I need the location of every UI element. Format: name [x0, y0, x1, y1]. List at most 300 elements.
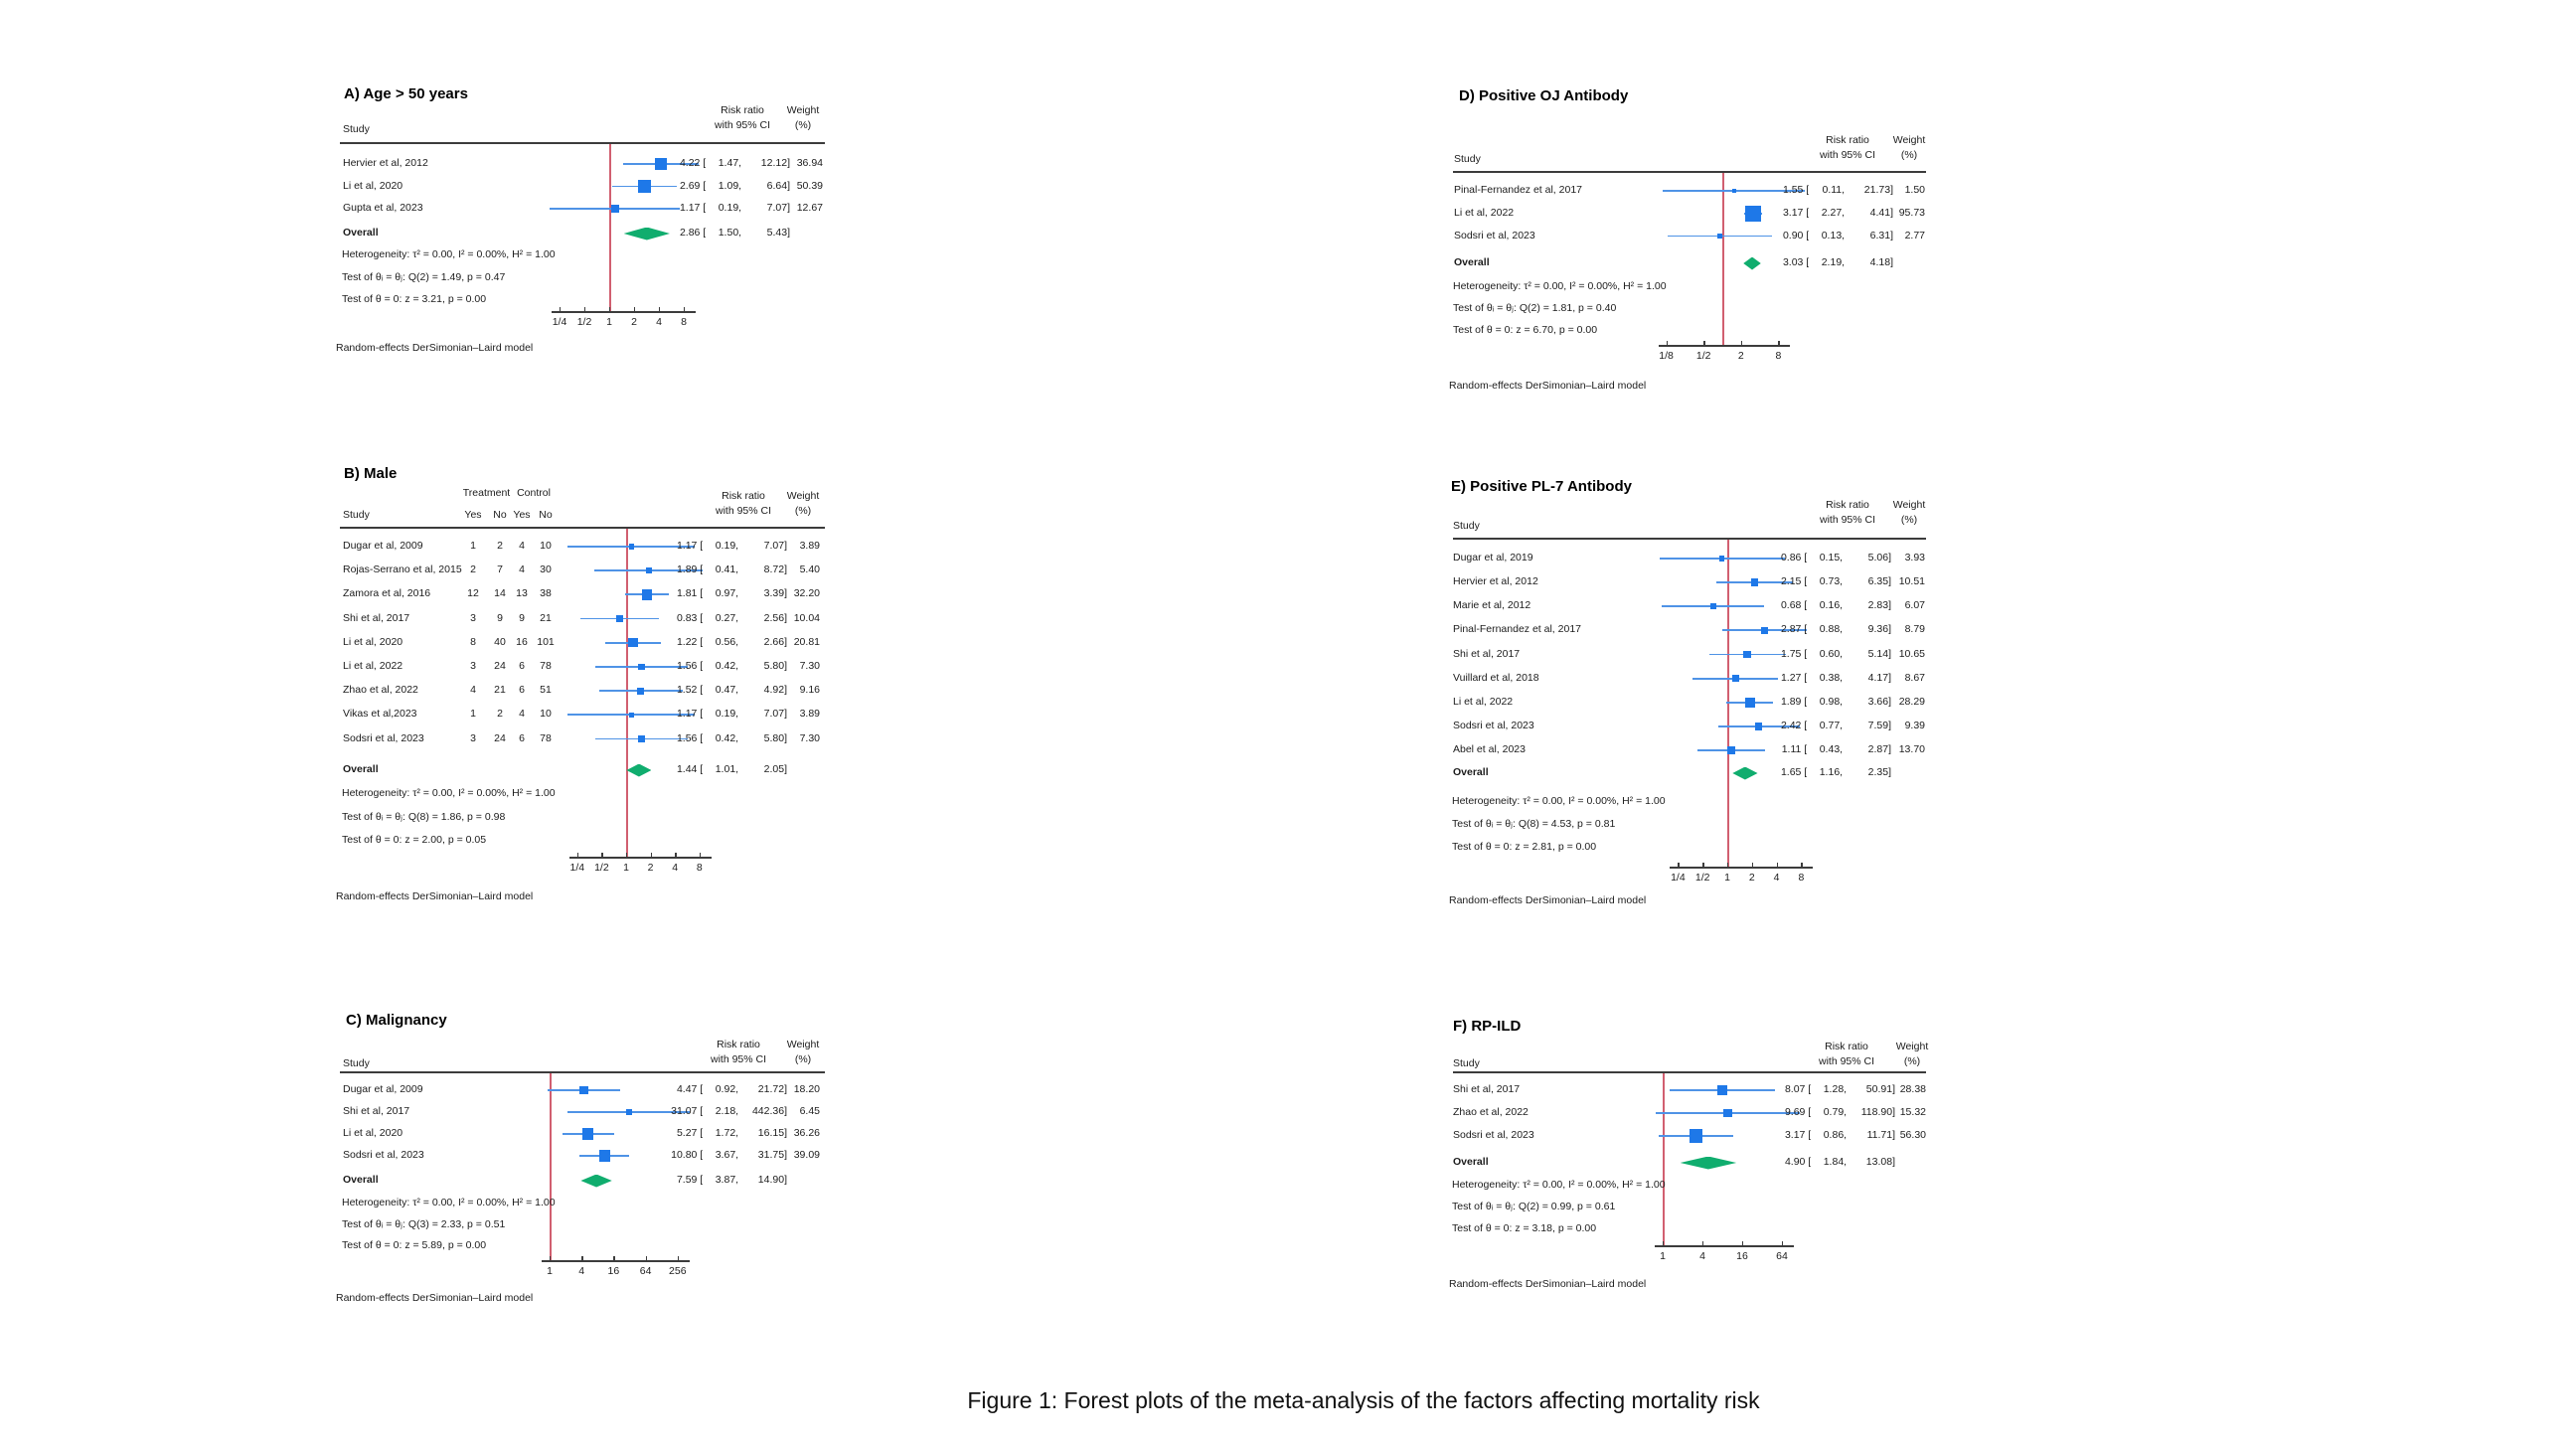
ci-close-bracket: ]: [1888, 552, 1891, 564]
x-axis-tick: [1777, 863, 1778, 867]
ci-lower: 0.56: [715, 635, 736, 648]
effect-marker: [1723, 1109, 1731, 1117]
weight-value: 7.30: [799, 731, 820, 744]
ci-lower: 0.77: [1819, 720, 1841, 732]
study-name: Dugar et al, 2009: [343, 1083, 423, 1095]
ci-open-bracket: [: [1805, 1083, 1815, 1095]
ci-estimate: 10.80: [671, 1149, 698, 1161]
count-value: 21: [540, 611, 552, 624]
model-note: Random-effects DerSimonian–Laird model: [1449, 894, 1647, 906]
weight-value: 2.77: [1904, 229, 1925, 242]
ci-lower: 0.27: [715, 611, 736, 624]
count-value: 21: [494, 684, 506, 697]
stat-line: Test of θᵢ = θⱼ: Q(2) = 0.99, p = 0.61: [1452, 1201, 1616, 1212]
x-axis-tick-label: 4: [578, 1265, 585, 1277]
x-axis-tick: [1703, 341, 1704, 345]
x-axis-tick-label: 8: [1798, 872, 1805, 884]
weight-value: 95.73: [1898, 206, 1925, 219]
study-name: Hervier et al, 2012: [1453, 575, 1538, 588]
panel-title: A) Age > 50 years: [344, 85, 468, 102]
ci-lower: 0.97: [715, 587, 736, 600]
ci-upper: 6.64: [766, 179, 788, 192]
overall-label: Overall: [1454, 256, 1490, 268]
ci-open-bracket: [: [697, 1174, 707, 1186]
stat-line: Test of θᵢ = θⱼ: Q(8) = 4.53, p = 0.81: [1452, 818, 1616, 830]
ci-lower: 0.88: [1819, 623, 1841, 636]
panel-title: C) Malignancy: [346, 1012, 447, 1029]
count-value: 40: [494, 635, 506, 648]
ci-upper: 8.72: [763, 564, 785, 576]
ci-comma: ,: [1844, 1083, 1848, 1095]
x-axis-tick-label: 1/2: [594, 862, 609, 874]
ci-comma: ,: [735, 660, 739, 672]
ci-comma: ,: [735, 1105, 739, 1117]
weight-header-line: Weight: [1892, 499, 1926, 511]
weight-header-line: Weight: [786, 104, 820, 116]
x-axis-tick-label: 64: [1776, 1250, 1788, 1262]
ci-comma: ,: [1842, 206, 1846, 219]
x-axis-tick: [626, 853, 627, 857]
count-value: 2: [497, 708, 503, 721]
effect-marker: [628, 638, 637, 647]
effect-marker: [1717, 234, 1722, 239]
x-axis-tick-label: 64: [639, 1265, 652, 1277]
ci-estimate: 3.17: [1782, 206, 1804, 219]
stat-line: Heterogeneity: τ² = 0.00, I² = 0.00%, H² = 1.00: [342, 1197, 556, 1208]
ci-comma: ,: [1840, 671, 1844, 684]
ci-upper: 9.36: [1867, 623, 1889, 636]
ci-comma: ,: [735, 635, 739, 648]
study-name: Gupta et al, 2023: [343, 202, 423, 214]
ci-lower: 2.18: [715, 1105, 736, 1117]
ci-upper: 118.90: [1860, 1106, 1893, 1118]
ci-open-bracket: [: [697, 763, 707, 775]
ci-close-bracket: ]: [784, 731, 787, 744]
ci-upper: 14.90: [757, 1174, 785, 1186]
ci-estimate: 3.03: [1782, 256, 1804, 268]
ci-upper: 4.18: [1869, 256, 1891, 268]
forest-panel-F: [1449, 1014, 1946, 1306]
effect-marker: [579, 1086, 588, 1095]
ci-upper: 6.31: [1869, 229, 1891, 242]
ci-comma: ,: [735, 1174, 739, 1186]
x-axis-tick-label: 1: [547, 1265, 553, 1277]
x-axis-tick-label: 256: [669, 1265, 687, 1277]
ci-close-bracket: ]: [1888, 766, 1891, 778]
ci-estimate: 2.15: [1780, 575, 1802, 588]
ci-text: [1754, 184, 1893, 197]
ci-estimate: 1.27: [1780, 671, 1802, 684]
ci-comma: ,: [735, 684, 739, 697]
ci-upper: 4.17: [1867, 671, 1889, 684]
ci-lower: 3.67: [715, 1149, 736, 1161]
weight-value: 39.09: [793, 1149, 820, 1161]
ci-estimate: 1.56: [676, 731, 698, 744]
weight-col-header: [768, 103, 838, 133]
overall-label: Overall: [343, 1174, 379, 1186]
ci-estimate: 2.87: [1780, 623, 1802, 636]
ci-open-bracket: [: [1801, 575, 1811, 588]
weight-value: 6.45: [799, 1105, 820, 1117]
ci-estimate: 1.56: [676, 660, 698, 672]
overall-diamond: [1681, 1157, 1737, 1170]
count-value: 9: [519, 611, 525, 624]
x-axis-tick-label: 2: [631, 316, 637, 328]
ci-comma: ,: [738, 179, 742, 192]
x-axis-tick: [678, 1256, 679, 1260]
effect-marker: [1743, 651, 1750, 658]
ci-close-bracket: ]: [784, 684, 787, 697]
study-name: Pinal-Fernandez et al, 2017: [1454, 184, 1582, 196]
ci-close-bracket: ]: [1888, 695, 1891, 708]
effect-marker: [1710, 603, 1716, 609]
count-value: 9: [497, 611, 503, 624]
x-axis-line: [569, 857, 712, 859]
x-axis-tick: [560, 307, 561, 311]
ci-text: [648, 684, 787, 697]
count-value: 3: [470, 731, 476, 744]
ci-lower: 1.28: [1823, 1083, 1845, 1095]
study-name: Sodsri et al, 2023: [1454, 229, 1535, 242]
forest-panel-E: [1449, 480, 1946, 915]
x-axis-tick: [634, 307, 635, 311]
study-name: Abel et al, 2023: [1453, 743, 1526, 756]
ci-lower: 0.47: [715, 684, 736, 697]
ci-text: [1756, 1083, 1895, 1096]
ci-close-bracket: ]: [1890, 256, 1893, 268]
ci-comma: ,: [1840, 575, 1844, 588]
x-axis-tick-label: 1/2: [1694, 872, 1710, 884]
x-axis-tick-label: 4: [1699, 1250, 1705, 1262]
x-axis-line: [1670, 867, 1813, 869]
ci-close-bracket: ]: [784, 564, 787, 576]
risk-ratio-header-line: with 95% CI: [715, 505, 772, 517]
count-value: 4: [519, 708, 525, 721]
ci-estimate: 1.11: [1781, 743, 1802, 756]
ci-upper: 2.83: [1867, 599, 1889, 612]
study-name: Vikas et al,2023: [343, 708, 417, 721]
study-name: Sodsri et al, 2023: [1453, 1129, 1534, 1141]
ci-open-bracket: [: [697, 635, 707, 648]
ci-upper: 2.87: [1867, 743, 1889, 756]
ci-comma: ,: [738, 227, 742, 239]
count-col-header: No: [539, 509, 553, 521]
study-name: Li et al, 2020: [343, 1127, 403, 1139]
ci-open-bracket: [: [697, 540, 707, 552]
effect-marker: [1690, 1129, 1702, 1142]
ci-text: [648, 1105, 787, 1118]
study-col-header: Study: [343, 123, 370, 135]
ci-estimate: 1.89: [1780, 695, 1802, 708]
ci-text: [648, 763, 787, 776]
study-name: Vuillard et al, 2018: [1453, 671, 1539, 684]
ci-text: [1752, 696, 1891, 709]
x-axis-tick: [1782, 1241, 1783, 1245]
weight-col-header: [768, 1038, 838, 1067]
ci-estimate: 1.52: [676, 684, 698, 697]
ci-estimate: 4.47: [676, 1083, 698, 1095]
ci-open-bracket: [: [1801, 766, 1811, 778]
ci-text: [648, 1083, 787, 1096]
ci-comma: ,: [1840, 623, 1844, 636]
x-axis-tick-label: 16: [1736, 1250, 1748, 1262]
ci-text: [1752, 552, 1891, 564]
effect-marker: [626, 1109, 632, 1115]
study-name: Shi et al, 2017: [1453, 647, 1521, 660]
ci-text: [651, 202, 790, 215]
ci-lower: 0.42: [715, 731, 736, 744]
ci-estimate: 1.81: [676, 587, 698, 600]
risk-ratio-header-line: Risk ratio: [717, 1039, 760, 1050]
ci-close-bracket: ]: [1888, 743, 1891, 756]
risk-ratio-header-line: with 95% CI: [1819, 149, 1876, 161]
ci-open-bracket: [: [700, 227, 710, 239]
weight-value: 18.20: [793, 1083, 820, 1095]
count-value: 3: [470, 660, 476, 672]
weight-value: 28.38: [1899, 1083, 1926, 1095]
x-axis-tick-label: 4: [656, 316, 662, 328]
ci-text: [1754, 256, 1893, 269]
ci-text: [1752, 672, 1891, 685]
ci-close-bracket: ]: [1888, 720, 1891, 732]
ci-comma: ,: [735, 708, 739, 721]
weight-value: 8.79: [1904, 623, 1925, 636]
x-axis-tick-label: 2: [1748, 872, 1755, 884]
forest-panel-B: [336, 467, 845, 916]
ci-close-bracket: ]: [784, 660, 787, 672]
x-axis-tick-label: 1/4: [1671, 872, 1686, 884]
ci-comma: ,: [1842, 256, 1846, 268]
ci-close-bracket: ]: [784, 763, 787, 775]
count-value: 7: [497, 564, 503, 576]
ci-lower: 0.15: [1819, 552, 1841, 564]
ci-comma: ,: [1840, 743, 1844, 756]
weight-value: 12.67: [796, 202, 823, 214]
ci-lower: 0.16: [1819, 599, 1841, 612]
study-name: Li et al, 2022: [1453, 695, 1514, 708]
x-axis-tick: [646, 1256, 647, 1260]
ci-open-bracket: [: [1803, 184, 1813, 196]
count-value: 4: [470, 684, 476, 697]
ci-comma: ,: [1840, 552, 1844, 564]
weight-value: 7.30: [799, 660, 820, 672]
ci-text: [1752, 743, 1891, 756]
effect-marker: [629, 544, 635, 550]
ci-lower: 0.38: [1819, 671, 1841, 684]
header-rule: [1453, 538, 1926, 540]
ci-open-bracket: [: [697, 587, 707, 600]
ci-comma: ,: [735, 611, 739, 624]
ci-lower: 1.47: [718, 157, 739, 169]
ci-upper: 5.80: [763, 731, 785, 744]
count-value: 4: [519, 564, 525, 576]
ci-text: [1756, 1129, 1895, 1142]
ci-close-bracket: ]: [1888, 623, 1891, 636]
ci-close-bracket: ]: [784, 1174, 787, 1186]
ci-close-bracket: ]: [1892, 1106, 1895, 1118]
ci-estimate: 3.17: [1784, 1129, 1806, 1141]
study-name: Shi et al, 2017: [1453, 1083, 1521, 1095]
ci-estimate: 4.90: [1784, 1156, 1806, 1168]
ci-open-bracket: [: [697, 731, 707, 744]
study-name: Zhao et al, 2022: [1453, 1106, 1529, 1118]
reference-line: [609, 144, 611, 311]
ci-lower: 0.98: [1819, 695, 1841, 708]
stat-line: Test of θ = 0: z = 2.81, p = 0.00: [1452, 841, 1597, 853]
ci-close-bracket: ]: [1892, 1156, 1895, 1168]
x-axis-tick-label: 16: [607, 1265, 620, 1277]
ci-estimate: 9.69: [1784, 1106, 1806, 1118]
count-value: 10: [540, 708, 552, 721]
ci-comma: ,: [1842, 229, 1846, 242]
weight-value: 8.67: [1904, 671, 1925, 684]
ci-open-bracket: [: [1801, 671, 1811, 684]
ci-upper: 5.06: [1867, 552, 1889, 564]
ci-comma: ,: [1840, 695, 1844, 708]
overall-label: Overall: [1453, 766, 1489, 778]
ci-upper: 3.39: [763, 587, 785, 600]
ci-comma: ,: [735, 540, 739, 552]
panel-title: E) Positive PL-7 Antibody: [1451, 478, 1632, 495]
ci-close-bracket: ]: [787, 202, 790, 214]
ci-open-bracket: [: [700, 179, 710, 192]
weight-value: 9.16: [799, 684, 820, 697]
ci-upper: 7.07: [766, 202, 788, 214]
ci-close-bracket: ]: [1888, 599, 1891, 612]
study-name: Shi et al, 2017: [343, 611, 410, 624]
ci-upper: 2.05: [763, 763, 785, 775]
ci-comma: ,: [1840, 720, 1844, 732]
x-axis-tick: [601, 853, 602, 857]
weight-value: 32.20: [793, 587, 820, 600]
ci-upper: 3.66: [1867, 695, 1889, 708]
stat-line: Test of θᵢ = θⱼ: Q(3) = 2.33, p = 0.51: [342, 1217, 506, 1230]
ci-open-bracket: [: [697, 1105, 707, 1117]
ci-text: [648, 540, 787, 553]
count-value: 24: [494, 660, 506, 672]
control-group-header: Control: [517, 487, 551, 499]
ci-text: [648, 1127, 787, 1140]
ci-text: [1752, 648, 1891, 661]
x-axis-tick-label: 1/8: [1659, 350, 1674, 362]
ci-lower: 2.27: [1821, 206, 1843, 219]
ci-comma: ,: [1840, 647, 1844, 660]
ci-lower: 0.42: [715, 660, 736, 672]
count-value: 2: [470, 564, 476, 576]
ci-close-bracket: ]: [784, 708, 787, 721]
study-name: Zamora et al, 2016: [343, 587, 431, 600]
ci-text: [1752, 575, 1891, 588]
ci-estimate: 2.42: [1780, 720, 1802, 732]
study-col-header: Study: [1453, 520, 1480, 532]
ci-lower: 1.01: [715, 763, 736, 775]
count-value: 10: [540, 540, 552, 552]
x-axis-tick: [684, 307, 685, 311]
ci-estimate: 1.55: [1782, 184, 1804, 196]
ci-close-bracket: ]: [787, 179, 790, 192]
ci-text: [1752, 623, 1891, 636]
weight-value: 15.32: [1899, 1106, 1926, 1118]
weight-value: 50.39: [796, 179, 823, 192]
ci-lower: 0.43: [1819, 743, 1841, 756]
ci-estimate: 1.89: [676, 564, 698, 576]
ci-open-bracket: [: [1805, 1106, 1815, 1118]
weight-value: 10.04: [793, 611, 820, 624]
effect-marker: [638, 180, 651, 193]
ci-open-bracket: [: [697, 1127, 707, 1139]
ci-close-bracket: ]: [1890, 206, 1893, 219]
ci-open-bracket: [: [1801, 599, 1811, 612]
count-value: 6: [519, 731, 525, 744]
ci-comma: ,: [1840, 766, 1844, 778]
ci-upper: 7.07: [763, 540, 785, 552]
ci-lower: 0.92: [715, 1083, 736, 1095]
count-value: 1: [470, 708, 476, 721]
weight-value: 10.51: [1898, 575, 1925, 588]
ci-close-bracket: ]: [1888, 575, 1891, 588]
count-col-header: Yes: [464, 509, 482, 521]
ci-text: [1756, 1106, 1895, 1119]
study-name: Li et al, 2020: [343, 635, 403, 648]
stat-line: Test of θᵢ = θⱼ: Q(2) = 1.49, p = 0.47: [342, 270, 506, 283]
ci-upper: 21.72: [757, 1083, 785, 1095]
x-axis-tick-label: 1/4: [552, 316, 567, 328]
risk-ratio-header-line: Risk ratio: [1826, 134, 1869, 146]
x-axis-tick: [1663, 1241, 1664, 1245]
ci-open-bracket: [: [697, 611, 707, 624]
panel-title: B) Male: [344, 465, 398, 482]
ci-estimate: 31.07: [671, 1105, 698, 1117]
study-name: Marie et al, 2012: [1453, 599, 1531, 612]
effect-marker: [616, 615, 623, 622]
ci-estimate: 0.90: [1782, 229, 1804, 242]
ci-upper: 13.08: [1865, 1156, 1893, 1168]
x-axis-tick: [1678, 863, 1679, 867]
count-value: 78: [540, 660, 552, 672]
count-col-header: Yes: [513, 509, 531, 521]
forest-panel-A: [336, 87, 845, 376]
weight-header-line: (%): [794, 1053, 812, 1065]
ci-open-bracket: [: [1803, 206, 1813, 219]
ci-lower: 0.60: [1819, 647, 1841, 660]
ci-close-bracket: ]: [784, 540, 787, 552]
x-axis-tick: [581, 1256, 582, 1260]
ci-open-bracket: [: [1801, 720, 1811, 732]
count-value: 6: [519, 660, 525, 672]
ci-open-bracket: [: [700, 202, 710, 214]
ci-lower: 1.16: [1819, 766, 1841, 778]
ci-open-bracket: [: [1803, 256, 1813, 268]
weight-header-line: (%): [794, 505, 812, 517]
study-name: Sodsri et al, 2023: [1453, 720, 1534, 732]
ci-open-bracket: [: [697, 708, 707, 721]
x-axis-tick: [675, 853, 676, 857]
ci-upper: 4.41: [1869, 206, 1891, 219]
study-col-header: Study: [343, 1057, 370, 1069]
treatment-group-header: Treatment: [462, 487, 511, 499]
ci-estimate: 0.68: [1780, 599, 1802, 612]
weight-value: 3.89: [799, 708, 820, 721]
header-rule: [340, 142, 825, 144]
ci-open-bracket: [: [1801, 743, 1811, 756]
study-name: Li et al, 2020: [343, 179, 403, 192]
model-note: Random-effects DerSimonian–Laird model: [1449, 380, 1647, 392]
ci-lower: 0.11: [1822, 184, 1843, 196]
ci-close-bracket: ]: [787, 157, 790, 169]
stat-line: Test of θ = 0: z = 3.18, p = 0.00: [1452, 1222, 1597, 1234]
ci-close-bracket: ]: [784, 1083, 787, 1095]
ci-comma: ,: [1842, 184, 1846, 196]
